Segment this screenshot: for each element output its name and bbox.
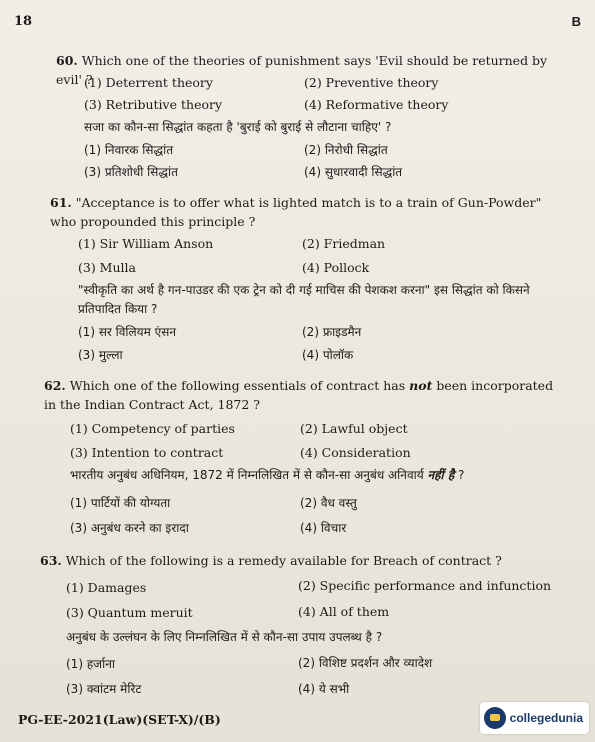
question-hindi — [70, 466, 570, 485]
question-number: 61. — [50, 195, 72, 210]
option-4: (4) Pollock — [302, 260, 370, 275]
question-english: Which of the following is a remedy available for Breach of contract ? — [65, 553, 502, 568]
question-hindi: "स्वीकृति का अर्थ है गन-पाउडर की एक ट्रेन को दी गई माचिस की पेशकश करना" इस सिद्धांत को किसने प्रतिपादित किया ? — [78, 283, 530, 316]
option-3: (3) Quantum meruit — [66, 605, 193, 620]
option-4: (4) Reformative theory — [304, 97, 449, 112]
hindi-option-3: (3) मुल्ला — [78, 348, 123, 362]
option-4: (4) Consideration — [300, 445, 411, 460]
question-number: 63. — [40, 553, 62, 568]
question-number: 62. — [44, 378, 66, 393]
option-1: (1) Damages — [66, 580, 147, 595]
hindi-option-1: (1) पार्टियों की योग्यता — [70, 496, 171, 510]
footer-code: PG-EE-2021(Law)(SET-X)/(B) — [18, 712, 221, 727]
option-3: (3) Retributive theory — [84, 97, 223, 112]
question-text — [44, 376, 569, 414]
hindi-option-2: (2) विशिष्ट प्रदर्शन और व्यादेश — [298, 656, 433, 670]
page-number: 18 — [14, 14, 33, 29]
option-1: (1) Sir William Anson — [78, 236, 214, 251]
option-1: (1) Deterrent theory — [84, 75, 213, 90]
option-2: (2) Preventive theory — [304, 75, 439, 90]
hindi-option-1: (1) निवारक सिद्धांत — [84, 143, 174, 157]
question-hindi-start: भारतीय अनुबंध अधिनियम, 1872 में निम्नलिखित में से कौन-सा अनुबंध अनिवार्य — [70, 468, 428, 482]
hindi-option-1: (1) हर्जाना — [66, 657, 115, 671]
question-text — [40, 551, 570, 570]
hindi-option-4: (4) ये सभी — [298, 682, 350, 696]
hindi-option-4: (4) पोलॉक — [302, 348, 354, 362]
question-hindi: अनुबंध के उल्लंघन के लिए निम्नलिखित में से कौन-सा उपाय उपलब्ध है ? — [66, 630, 383, 644]
question-emphasis: not — [409, 378, 433, 393]
question-hindi: सजा का कौन-सा सिद्धांत कहता है 'बुराई को बुराई से लौटाना चाहिए' ? — [84, 120, 392, 134]
hindi-option-4: (4) सुधारवादी सिद्धांत — [304, 165, 403, 179]
option-2: (2) Lawful object — [300, 421, 408, 436]
hindi-option-1: (1) सर विलियम एंसन — [78, 325, 177, 339]
option-1: (1) Competency of parties — [70, 421, 235, 436]
question-english: Which one of the theories of punishment says 'Evil should be returned by evil' ? — [56, 53, 548, 87]
option-2: (2) Friedman — [302, 236, 386, 251]
question-text — [50, 193, 570, 231]
question-number: 60. — [56, 53, 78, 68]
question-english-start: Which one of the following essentials of contract has — [69, 378, 410, 393]
question-english-end: been incorporated in the Indian Contract Act, 1872 ? — [44, 378, 554, 412]
hindi-option-2: (2) फ्राइडमैन — [302, 325, 362, 339]
hindi-option-2: (2) वैध वस्तु — [300, 496, 357, 510]
option-4: (4) All of them — [298, 604, 390, 619]
question-english: "Acceptance is to offer what is lighted match is to a train of Gun-Powder" who propounded this principle ? — [50, 195, 542, 229]
hindi-option-3: (3) प्रतिशोधी सिद्धांत — [84, 165, 178, 179]
hindi-option-3: (3) अनुबंध करने का इरादा — [70, 521, 189, 535]
hindi-option-4: (4) विचार — [300, 521, 347, 535]
option-3: (3) Intention to contract — [70, 445, 224, 460]
question-hindi-emphasis: नहीं है — [427, 468, 455, 482]
watermark-brand: collegedunia — [509, 711, 583, 725]
option-3: (3) Mulla — [78, 260, 136, 275]
watermark-logo — [480, 702, 589, 734]
set-code: B — [571, 14, 581, 29]
graduation-cap-icon — [484, 707, 506, 729]
option-2: (2) Specific performance and infunction — [298, 578, 552, 593]
question-hindi-end: ? — [454, 468, 465, 482]
hindi-option-2: (2) निरोधी सिद्धांत — [304, 143, 388, 157]
hindi-option-3: (3) क्वांटम मेरिट — [66, 682, 142, 696]
